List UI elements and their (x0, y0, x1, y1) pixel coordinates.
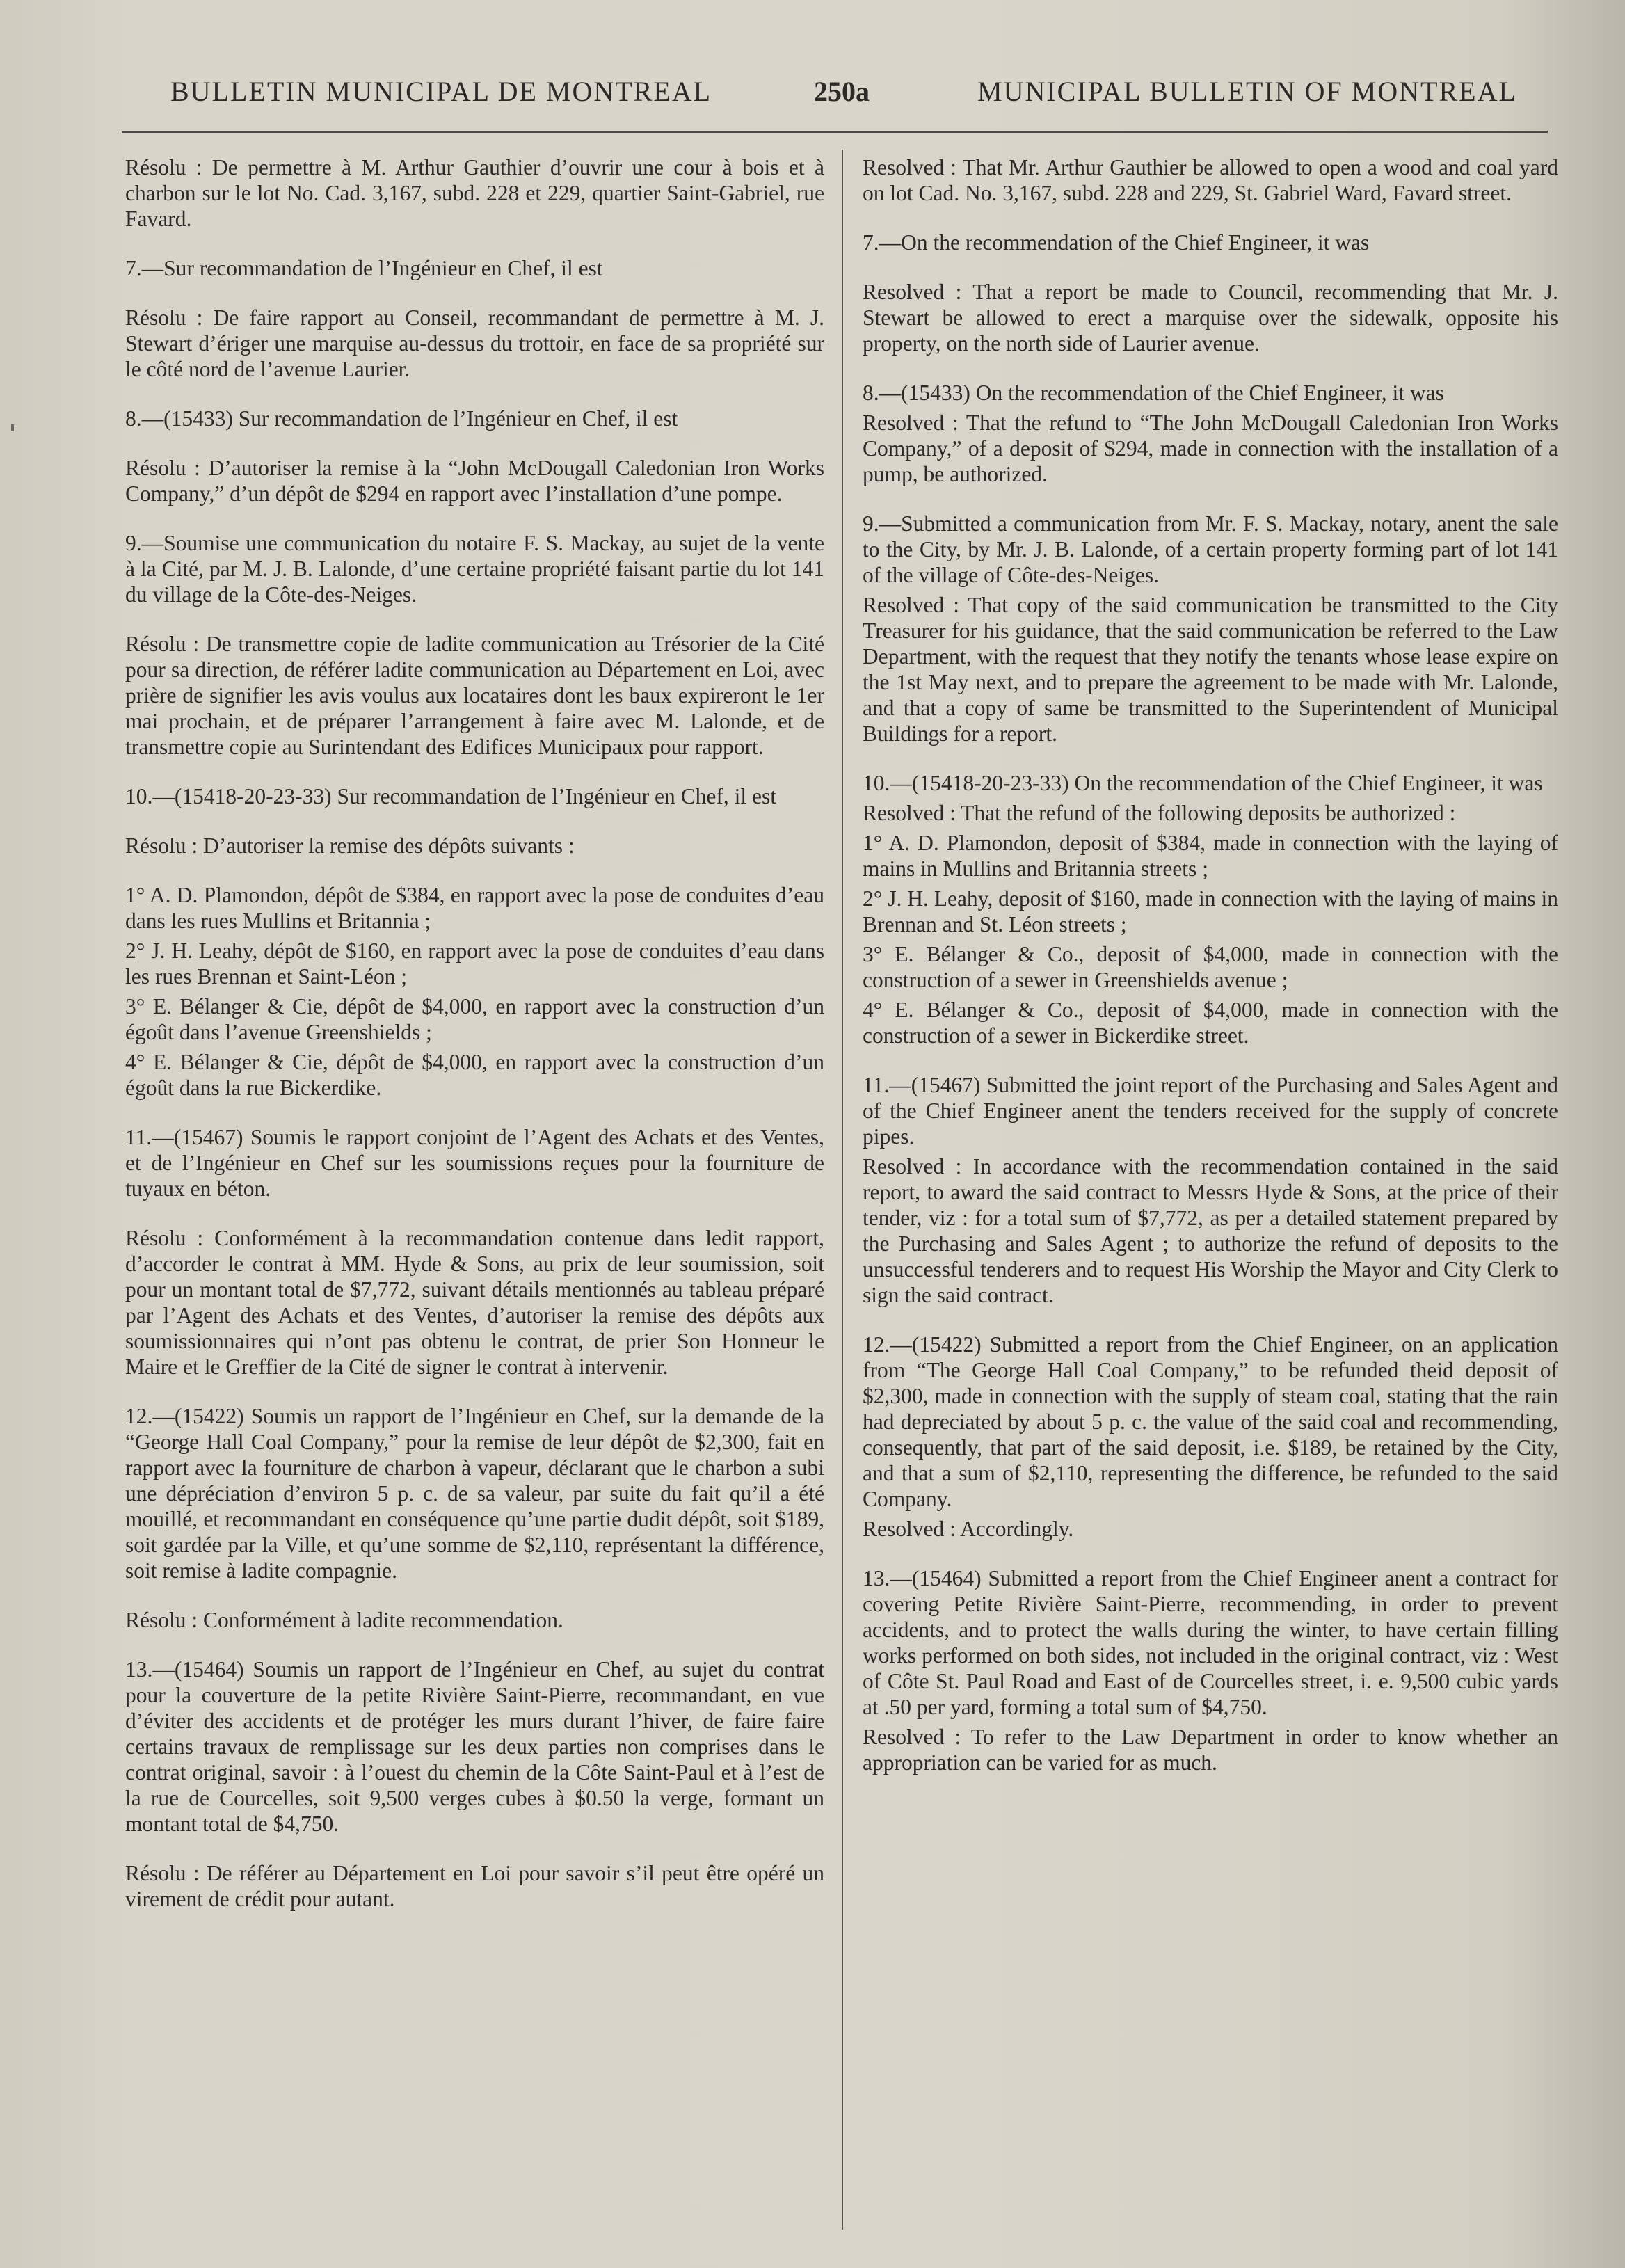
paragraph-fr: 3° E. Bélanger & Cie, dépôt de $4,000, en rapport avec la construction d’un égoût dans l’avenue Greenshields ; (125, 994, 824, 1044)
paragraph-fr: 12.—(15422) Soumis un rapport de l’Ingénieur en Chef, sur la demande de la “George Hall Coal Company,” pour la remise de leur dépôt de $2,300, fait en rapport avec la fourniture de charbon à vapeur, déclarant que le charbon a subi une dépréciation d’environ 5 p. c. de sa valeur, par suite du fait qu’il a été mouillé, et recommandant en conséquence qu’une partie dudit dépôt, soit $189, soit gardée par la Ville, et qu’une somme de $2,110, représentant la différence, soit remise à ladite compagnie. (125, 1404, 824, 1583)
paragraph-fr: Résolu : De permettre à M. Arthur Gauthier d’ouvrir une cour à bois et à charbon sur le lot No. Cad. 3,167, subd. 228 et 229, quartier Saint-Gabriel, rue Favard. (125, 155, 824, 231)
paragraph-en: 10.—(15418-20-23-33) On the recommendation of the Chief Engineer, it was (863, 771, 1543, 795)
page-header (125, 75, 1558, 117)
paragraph-en: 13.—(15464) Submitted a report from the Chief Engineer anent a contract for covering Petite Rivière Saint-Pierre, recommending, in order to prevent accidents, and to protect the walls during the winter, to have certain filling works performed on both sides, not included in the original contract, viz : West of Côte St. Paul Road and East of de Courcelles street, i. e. 9,500 cubic yards at .50 per yard, forming a total sum of $4,750. (863, 1566, 1558, 1719)
paragraph-en: Resolved : That a report be made to Council, recommending that Mr. J. Stewart be allowed to erect a marquise over the sidewalk, opposite his property, on the north side of Laurier avenue. (863, 280, 1558, 356)
paragraph-fr: 10.—(15418-20-23-33) Sur recommandation de l’Ingénieur en Chef, il est (125, 784, 777, 808)
header-title-english: MUNICIPAL BULLETIN OF MONTREAL (977, 76, 1517, 107)
english-column (863, 154, 1558, 1799)
paragraph-fr: 11.—(15467) Soumis le rapport conjoint de l’Agent des Achats et des Ventes, et de l’Ingénieur en Chef sur les soumissions reçues pour la fourniture de tuyaux en béton. (125, 1125, 824, 1201)
paragraph-en: 8.—(15433) On the recommendation of the Chief Engineer, it was (863, 381, 1444, 405)
paragraph-fr: 2° J. H. Leahy, dépôt de $160, en rapport avec la pose de conduites d’eau dans les rues Brennan et Saint-Léon ; (125, 939, 824, 989)
paragraph-en: 7.—On the recommendation of the Chief Engineer, it was (863, 230, 1370, 255)
paragraph-en: 3° E. Bélanger & Co., deposit of $4,000, made in connection with the construction of a sewer in Greenshields avenue ; (863, 942, 1558, 992)
paragraph-fr: 7.—Sur recommandation de l’Ingénieur en Chef, il est (125, 256, 603, 280)
paragraph-fr: Résolu : Conformément à ladite recommendation. (125, 1608, 563, 1632)
paragraph-fr: 9.—Soumise une communication du notaire F. S. Mackay, au sujet de la vente à la Cité, par M. J. B. Lalonde, d’une certaine propriété faisant partie du lot 141 du village de la Côte-des-Neiges. (125, 531, 824, 607)
paragraph-en: Resolved : To refer to the Law Department in order to know whether an appropriation can be varied for as much. (863, 1725, 1558, 1775)
french-column (125, 154, 824, 1935)
paragraph-en: 11.—(15467) Submitted the joint report of the Purchasing and Sales Agent and of the Chief Engineer anent the tenders received for the supply of concrete pipes. (863, 1073, 1558, 1149)
paragraph-en: 12.—(15422) Submitted a report from the Chief Engineer, on an application from “The George Hall Coal Company,” to be refunded theid deposit of $2,300, made in connection with the supply of steam coal, stating that the rain had depreciated by about 5 p. c. the value of the said coal and recommending, consequently, that part of the said deposit, i.e. $189, be retained by the City, and that a sum of $2,110, representing the difference, be refunded to the said Company. (863, 1332, 1558, 1511)
paragraph-en: Resolved : That Mr. Arthur Gauthier be allowed to open a wood and coal yard on lot Cad. No. 3,167, subd. 228 and 229, St. Gabriel Ward, Favard street. (863, 155, 1558, 205)
paragraph-en: 2° J. H. Leahy, deposit of $160, made in connection with the laying of mains in Brennan and St. Léon streets ; (863, 886, 1558, 936)
paragraph-fr: Résolu : De référer au Département en Loi pour savoir s’il peut être opéré un virement de crédit pour autant. (125, 1861, 824, 1911)
paragraph-en: 1° A. D. Plamondon, deposit of $384, made in connection with the laying of mains in Mullins and Britannia streets ; (863, 831, 1558, 881)
paragraph-fr: 4° E. Bélanger & Cie, dépôt de $4,000, en rapport avec la construction d’un égoût dans la rue Bickerdike. (125, 1050, 824, 1100)
paragraph-en: Resolved : In accordance with the recommendation contained in the said report, to award the said contract to Messrs Hyde & Sons, at the price of their tender, viz : for a total sum of $7,772, as per a detailed statement prepared by the Purchasing and Sales Agent ; to authorize the refund of deposits to the unsuccessful tenderers and to request His Worship the Mayor and City Clerk to sign the said contract. (863, 1154, 1558, 1307)
paragraph-en: Resolved : That copy of the said communication be transmitted to the City Treasurer for his guidance, that the said communication be referred to the Law Department, with the request that they notify the tenants whose lease expire on the 1st May next, and to prepare the agreement to be made with Mr. Lalonde, and that a copy of same be transmitted to the Superintendent of Municipal Buildings for a report. (863, 593, 1558, 746)
header-title-french: BULLETIN MUNICIPAL DE MONTREAL (170, 76, 712, 107)
paragraph-en: Resolved : Accordingly. (863, 1517, 1074, 1541)
paragraph-en: Resolved : That the refund to “The John McDougall Caledonian Iron Works Company,” of a deposit of $294, made in connection with the installation of a pump, be authorized. (863, 410, 1558, 486)
paragraph-fr: Résolu : D’autoriser la remise à la “John McDougall Caledonian Iron Works Company,” d’un dépôt de $294 en rapport avec l’installation d’une pompe. (125, 456, 824, 506)
paragraph-en: Resolved : That the refund of the following deposits be authorized : (863, 801, 1456, 825)
paragraph-en: 9.—Submitted a communication from Mr. F. S. Mackay, notary, anent the sale to the City, by Mr. J. B. Lalonde, of a certain property forming part of lot 141 of the village of Côte-des-Neiges. (863, 511, 1558, 587)
paragraph-fr: Résolu : De faire rapport au Conseil, recommandant de permettre à M. J. Stewart d’ériger une marquise au-dessus du trottoir, en face de sa propriété sur le côté nord de l’avenue Laurier. (125, 305, 824, 381)
paragraph-fr: 1° A. D. Plamondon, dépôt de $384, en rapport avec la pose de conduites d’eau dans les rues Mullins et Britannia ; (125, 883, 824, 933)
paragraph-fr: Résolu : D’autoriser la remise des dépôts suivants : (125, 833, 575, 858)
column-divider (842, 150, 843, 2230)
page-number: 250a (814, 76, 870, 107)
paragraph-fr: Résolu : Conformément à la recommandation contenue dans ledit rapport, d’accorder le contrat à MM. Hyde & Sons, au prix de leur soumission, soit pour un montant total de $7,772, suivant détails mentionnés au tableau préparé par l’Agent des Achats et des Ventes, d’autoriser la remise des dépôts aux soumissionnaires qui n’ont pas obtenu le contrat, de prier Son Honneur le Maire et le Greffier de la Cité de signer le contrat à intervenir. (125, 1226, 824, 1379)
paragraph-en: 4° E. Bélanger & Co., deposit of $4,000, made in connection with the construction of a sewer in Bickerdike street. (863, 998, 1558, 1048)
header-rule (122, 131, 1548, 133)
paragraph-fr: 13.—(15464) Soumis un rapport de l’Ingénieur en Chef, au sujet du contrat pour la couverture de la petite Rivière Saint-Pierre, recommandant, en vue d’éviter des accidents et de protéger les murs durant l’hiver, de faire faire certains travaux de remplissage sur les deux parties non comprises dans le contrat original, savoir : à l’ouest du chemin de la Côte Saint-Paul et à l’est de la rue de Courcelles, soit 9,500 verges cubes à $0.50 la verge, formant un montant total de $4,750. (125, 1657, 824, 1836)
paragraph-fr: Résolu : De transmettre copie de ladite communication au Trésorier de la Cité pour sa direction, de référer ladite communication au Département en Loi, avec prière de signifier les avis voulus aux locataires dont les baux expireront le 1er mai prochain, et de préparer l’arrangement à faire avec M. Lalonde, et de transmettre copie au Surintendant des Edifices Municipaux pour rapport. (125, 632, 824, 759)
margin-mark (11, 424, 14, 431)
paragraph-fr: 8.—(15433) Sur recommandation de l’Ingénieur en Chef, il est (125, 406, 678, 431)
